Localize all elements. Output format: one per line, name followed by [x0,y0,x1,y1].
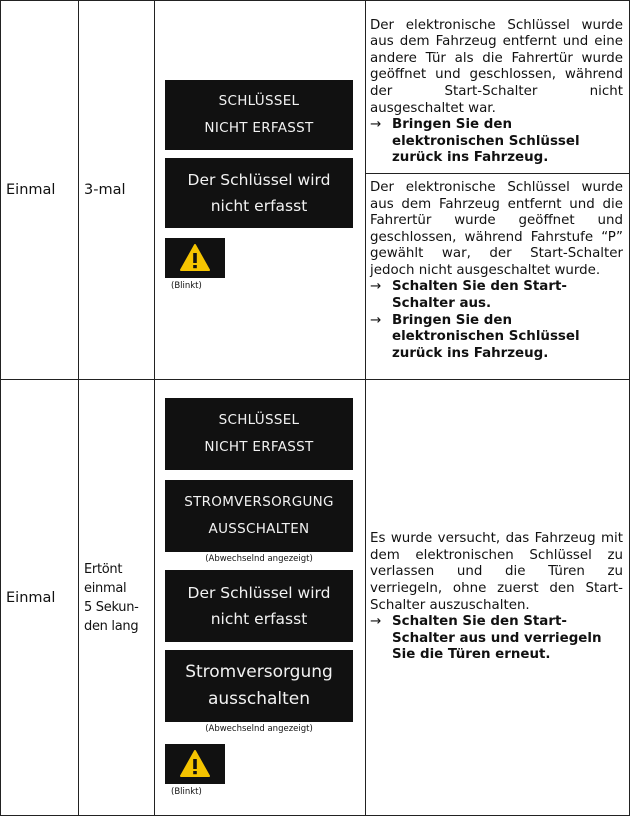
case-action [370,614,623,664]
arrow-icon: → [370,279,382,295]
arrow-icon: → [370,614,382,630]
case-description: Es wurde versucht, das Fahrzeug mit dem elektronischen Schlüssel zu verlassen und die Türen zu verriegeln, ohne zuerst den Start-Schalter auszuschalten. [370,531,623,613]
display-line: ausschalten [207,689,311,709]
arrow-icon: → [370,312,382,328]
display-line: SCHLÜSSEL [218,92,300,109]
case-1 [366,15,629,173]
display-line: Der Schlüssel wird [187,170,331,189]
warning-triangle-icon [165,744,225,784]
display-line: NICHT ERFASST [204,119,314,136]
buzzer-outside-cell [79,380,155,816]
alternating-label: (Abwechselnd angezeigt) [205,724,313,734]
display-line: Stromversorgung [185,662,333,682]
buzzer-inside-cell: Einmal [1,1,79,380]
case-action [370,313,623,363]
display-line: nicht erfasst [210,196,308,215]
arrow-icon: → [370,117,382,133]
case-description: Der elektronische Schlüssel wurde aus dem Fahrzeug entfernt und eine andere Tür als die Fahrertür wurde geöffnet und geschlossen, während der Start-Schalter nicht ausgeschaltet war. [370,17,623,116]
action-text: Schalten Sie den Start-Schalter aus und verriegeln Sie die Türen erneut. [392,614,602,663]
display-line: STROMVERSORGUNG [184,494,334,510]
case-action [370,279,623,312]
alternating-label: (Abwechselnd angezeigt) [205,554,313,564]
display-power-off [165,650,353,722]
display-key-not-detected [165,570,353,642]
buzzer-line: 5 Sekun- [84,599,139,615]
case-action [370,117,623,167]
blink-label: (Blinkt) [171,787,202,797]
action-text: Bringen Sie den elektronischen Schlüssel zurück ins Fahrzeug. [392,312,580,361]
display-key-not-detected-caps [165,398,353,470]
warning-triangle-icon [165,238,225,278]
display-line: NICHT ERFASST [204,439,314,455]
action-text: Bringen Sie den elektronischen Schlüssel zurück ins Fahrzeug. [392,117,580,166]
display-power-off-caps [165,480,353,552]
buzzer-line: den lang [84,618,139,634]
table-row [1,380,630,816]
blink-label: (Blinkt) [171,280,202,291]
case-2 [366,174,629,366]
display-line: Der Schlüssel wird [187,584,331,602]
display-line: nicht erfasst [210,610,308,628]
display-cell [155,380,366,816]
table-row [1,1,630,380]
display-line: SCHLÜSSEL [218,412,300,428]
buzzer-outside-cell: 3-mal [79,1,155,380]
buzzer-line: Ertönt [84,561,123,577]
case-description: Der elektronische Schlüssel wurde aus dem Fahrzeug entfernt und die Fahrertür wurde geöffnet und geschlossen, während Fahrstufe “P” gewählt war, der Start-Schalter jedoch nicht ausgeschaltet wurde. [370,179,623,278]
explanation-cell [366,1,630,380]
display-key-not-detected-caps [165,80,353,150]
display-key-not-detected [165,158,353,228]
buzzer-line: einmal [84,580,127,596]
display-cell [155,1,366,380]
explanation-cell [366,380,630,816]
buzzer-inside-cell: Einmal [1,380,79,816]
action-text: Schalten Sie den Start-Schalter aus. [392,279,567,312]
display-line: AUSSCHALTEN [208,521,310,537]
